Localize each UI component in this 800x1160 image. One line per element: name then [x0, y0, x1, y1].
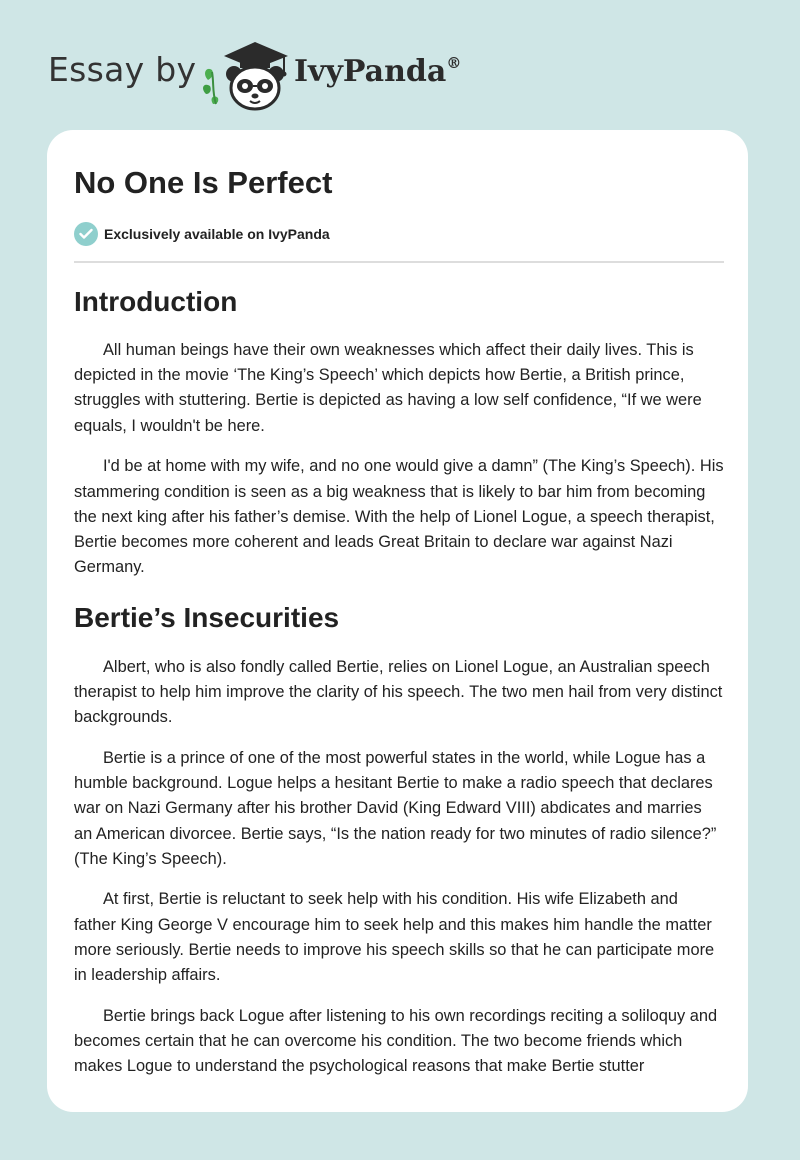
paragraph: Albert, who is also fondly called Bertie, relies on Lionel Logue, an Australian speech therapist to help him improve the clarity of his speech. The two men hail from very distinct backgrounds. — [74, 657, 723, 727]
section-heading-introduction: Introduction — [74, 286, 238, 317]
title-divider — [74, 261, 724, 263]
essay-card — [47, 130, 748, 1112]
registered-mark: ® — [446, 54, 462, 72]
page-title: No One Is Perfect — [74, 165, 333, 200]
brand-prefix: Essay by — [48, 50, 197, 89]
check-circle-icon — [74, 222, 98, 246]
essay-body — [74, 280, 724, 1095]
paragraph: Bertie is a prince of one of the most powerful states in the world, while Logue has a humble background. Logue helps a hesitant Bertie to make a radio speech that declares war on Nazi Germany after his brother David (King Edward VIII) abdicates and marries an American divorcee. Bertie says, “Is the nation ready for two minutes of radio silence?” (The King’s Speech). — [74, 748, 717, 868]
paragraph: At first, Bertie is reluctant to seek help with his condition. His wife Elizabeth and father King George V encourage him to seek help and this makes him handle the matter more seriously. Bertie needs to improve his speech skills so that he can participate more in leadership affairs. — [74, 890, 715, 985]
exclusive-badge — [74, 222, 330, 246]
section-heading-insecurities: Bertie’s Insecurities — [74, 601, 340, 633]
brand-name[interactable]: IvyPanda® — [294, 54, 462, 89]
exclusive-badge-text: Exclusively available on IvyPanda — [104, 226, 330, 242]
panda-graduate-icon[interactable] — [200, 36, 294, 112]
site-header — [0, 0, 800, 130]
paragraph: All human beings have their own weaknesses which affect their daily lives. This is depicted in the movie ‘The King’s Speech’ which depicts how Bertie, a British prince, struggles with stuttering. Bertie is depicted as having a low self confidence, “If we were equals, I wouldn't be here. — [74, 341, 702, 435]
paragraph: I'd be at home with my wife, and no one would give a damn” (The King’s Speech). His stammering condition is seen as a big weakness that is likely to bar him from becoming the next king after his father’s demise. With the help of Lionel Logue, a speech therapist, Bertie becomes more coherent and leads Great Britain to declare war against Nazi Germany. — [74, 457, 724, 577]
paragraph: Bertie brings back Logue after listening to his own recordings reciting a soliloquy and becomes certain that he can overcome his condition. The two become friends which makes Logue to understand the psychological reasons that make Bertie stutter — [74, 1006, 718, 1076]
